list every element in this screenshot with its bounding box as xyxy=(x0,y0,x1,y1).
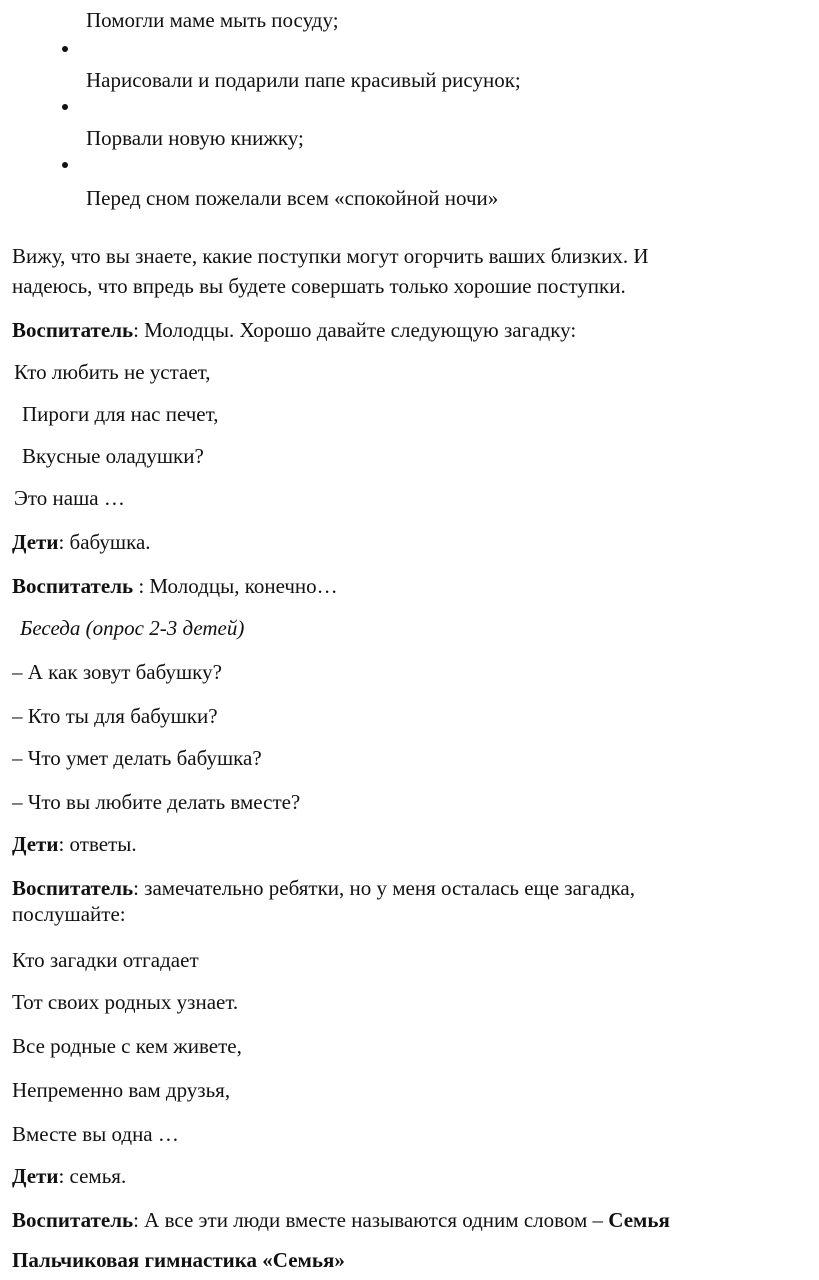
riddle-line: Кто загадки отгадает xyxy=(12,948,199,972)
dialog-text: : семья. xyxy=(58,1164,127,1188)
riddle-line: Непременно вам друзья, xyxy=(12,1078,231,1102)
speaker-label: Воспитатель xyxy=(12,318,134,342)
dialog-text-continued: послушайте: xyxy=(12,902,126,926)
dialog-line-teacher xyxy=(12,1208,670,1232)
dialog-text: : ответы. xyxy=(58,832,137,856)
riddle-line: Все родные с кем живете, xyxy=(12,1034,242,1058)
dialog-line-children xyxy=(12,530,151,554)
bullet-item: Нарисовали и подарили папе красивый рисунок; xyxy=(86,68,521,92)
speaker-label: Дети xyxy=(12,530,59,554)
paragraph-line: надеюсь, что впредь вы будете совершать только хорошие поступки. xyxy=(12,274,626,298)
speaker-label: Воспитатель xyxy=(12,574,134,598)
dialog-line-teacher xyxy=(12,876,635,900)
speaker-label: Дети xyxy=(12,832,59,856)
speaker-label: Воспитатель xyxy=(12,876,134,900)
bullet-item: Помогли маме мыть посуду; xyxy=(86,8,339,32)
emphasis-word: Семья xyxy=(608,1208,670,1232)
section-heading: Пальчиковая гимнастика «Семья» xyxy=(12,1248,345,1272)
bullet-dot xyxy=(62,46,68,52)
dialog-text: : Молодцы. Хорошо давайте следующую загадку: xyxy=(133,318,577,342)
question-line: – Кто ты для бабушки? xyxy=(12,704,218,728)
dialog-text: : бабушка. xyxy=(58,530,151,554)
paragraph-line: Вижу, что вы знаете, какие поступки могут огорчить ваших близких. И xyxy=(12,244,649,268)
riddle-line: Пироги для нас печет, xyxy=(22,402,219,426)
riddle-line: Вкусные оладушки? xyxy=(22,444,204,468)
riddle-line: Кто любить не устает, xyxy=(14,360,211,384)
bullet-dot xyxy=(62,162,68,168)
dialog-text: : Молодцы, конечно… xyxy=(133,574,338,598)
question-line: – Что умет делать бабушка? xyxy=(12,746,262,770)
stage-note: Беседа (опрос 2-3 детей) xyxy=(20,616,245,640)
riddle-line: Это наша … xyxy=(14,486,125,510)
bullet-item: Порвали новую книжку; xyxy=(86,126,304,150)
speaker-label: Воспитатель xyxy=(12,1208,134,1232)
dialog-line-teacher xyxy=(12,318,576,342)
dialog-line-children xyxy=(12,1164,126,1188)
dialog-line-teacher xyxy=(12,574,338,598)
speaker-label: Дети xyxy=(12,1164,59,1188)
question-line: – А как зовут бабушку? xyxy=(12,660,222,684)
dialog-text: : А все эти люди вместе называются одним словом – xyxy=(133,1208,609,1232)
dialog-line-children xyxy=(12,832,137,856)
question-line: – Что вы любите делать вместе? xyxy=(12,790,301,814)
bullet-dot xyxy=(62,104,68,110)
riddle-line: Вместе вы одна … xyxy=(12,1122,179,1146)
dialog-text: : замечательно ребятки, но у меня осталась еще загадка, xyxy=(133,876,635,900)
riddle-line: Тот своих родных узнает. xyxy=(12,990,239,1014)
bullet-item: Перед сном пожелали всем «спокойной ночи» xyxy=(86,186,499,210)
